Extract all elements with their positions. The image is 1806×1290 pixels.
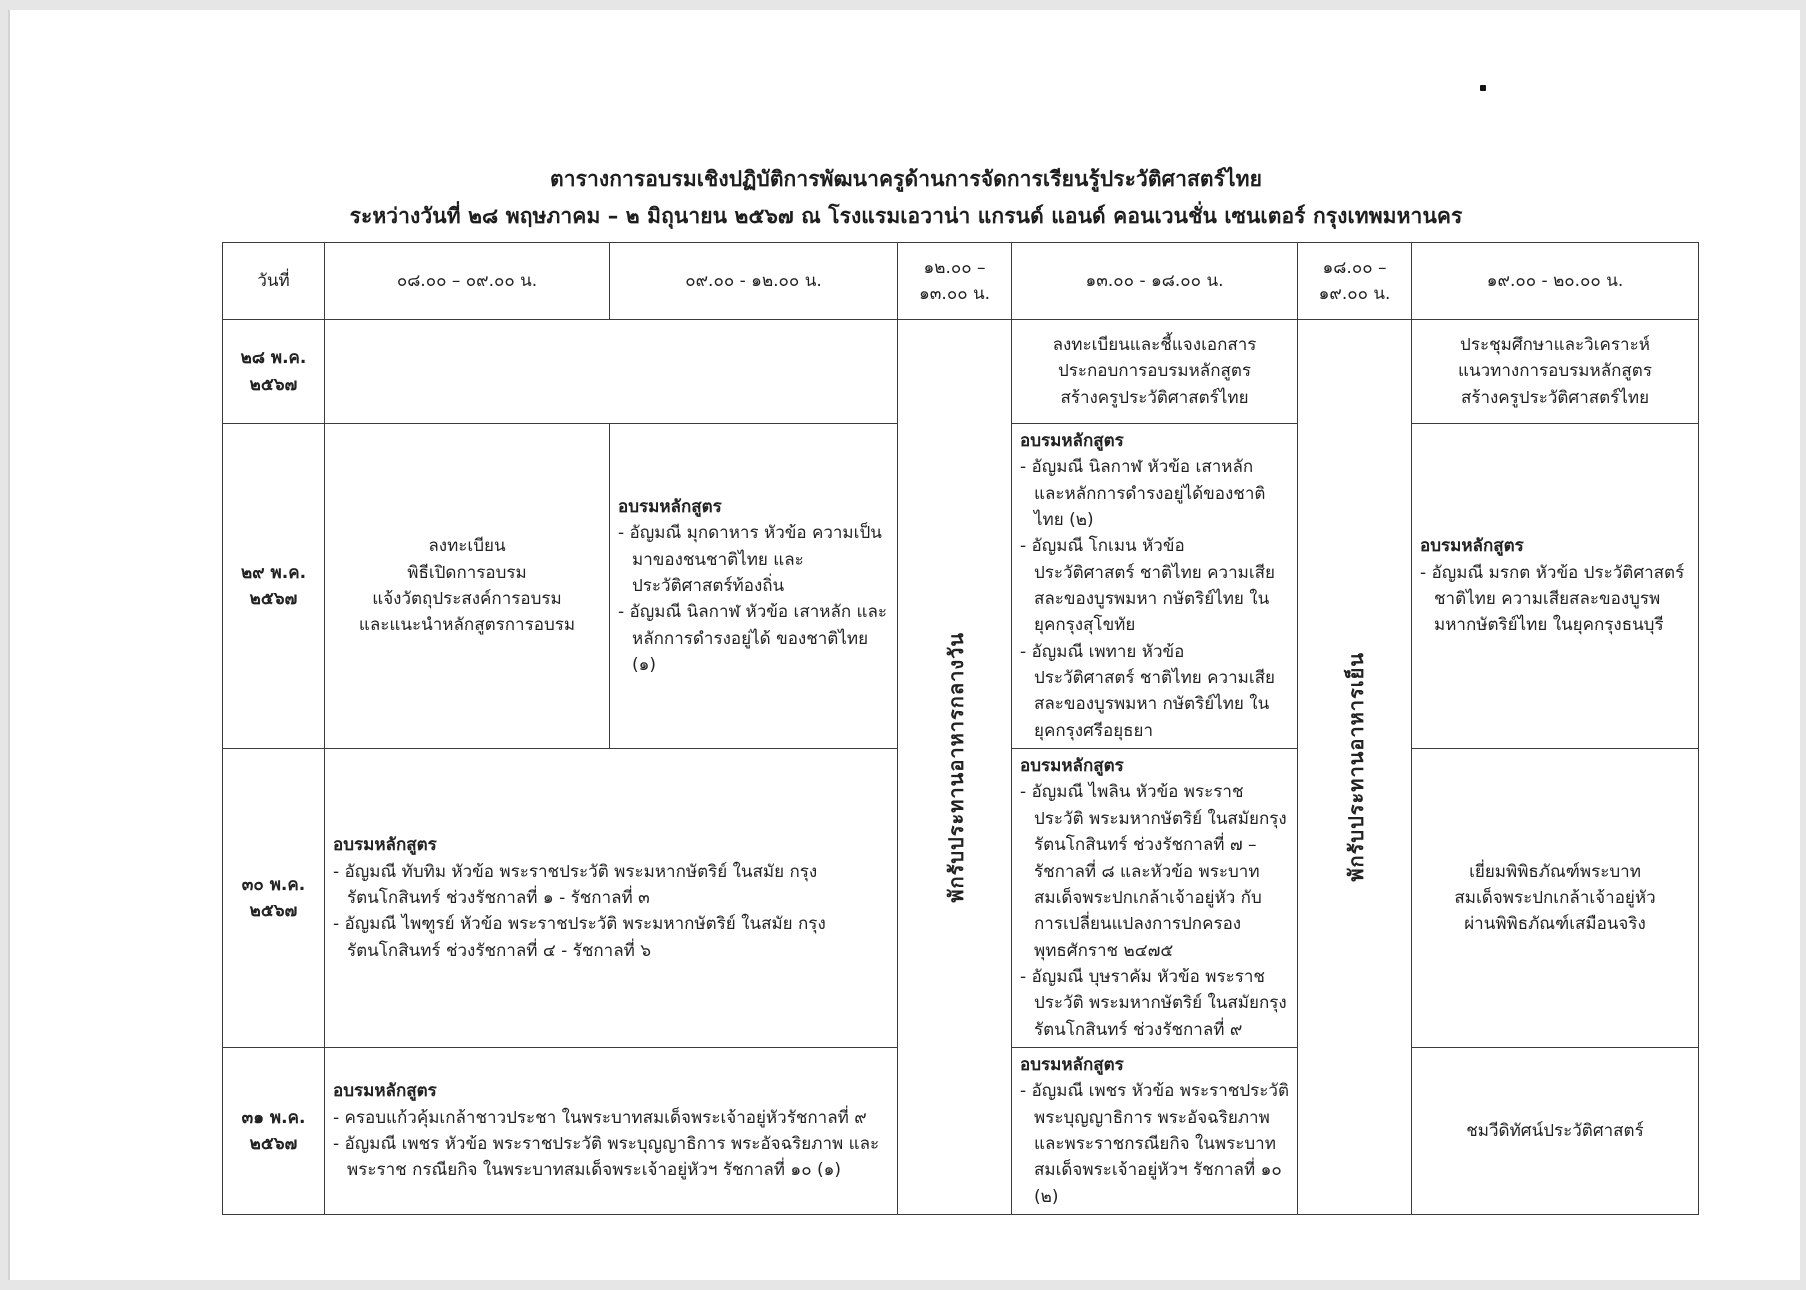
session-heading: อบรมหลักสูตร: [618, 496, 722, 517]
session-item: - อัญมณี มุกดาหาร หัวข้อ ความเป็นมาของชนชาติไทย และประวัติศาสตร์ท้องถิ่น: [618, 523, 882, 596]
morning-0800-cell: ลงทะเบียน พิธีเปิดการอบรม แจ้งวัตถุประสงค์การอบรม และแนะนำหลักสูตรการอบรม: [325, 424, 610, 749]
session-item: - อัญมณี ไพลิน หัวข้อ พระราชประวัติ พระมหากษัตริย์ ในสมัยกรุงรัตนโกสินทร์ ช่วงรัชกาลที่ ๗ – รัชกาลที่ ๘ และหัวข้อ พระบาทสมเด็จพระปกเกล้าเจ้าอยู่หัว กับการเปลี่ยนแปลงการปกครอง พุทธศักราช ๒๔๗๕: [1020, 782, 1287, 961]
date-cell: ๒๘ พ.ค. ๒๕๖๗: [223, 320, 325, 424]
session-heading: อบรมหลักสูตร: [333, 835, 437, 856]
lunch-break-cell: [898, 320, 1012, 1215]
session-item: - อัญมณี นิลกาฬ หัวข้อ เสาหลัก และหลักการดำรงอยู่ได้ ของชาติไทย (๑): [618, 602, 888, 675]
scan-speck: [1480, 85, 1486, 91]
header-row: [223, 243, 1699, 320]
header-slot-0800: ๐๘.๐๐ – ๐๙.๐๐ น.: [325, 243, 610, 320]
afternoon-cell: ลงทะเบียนและชี้แจงเอกสาร ประกอบการอบรมหลักสูตร สร้างครูประวัติศาสตร์ไทย: [1012, 320, 1298, 424]
session-item: - อัญมณี เพชร หัวข้อ พระราชประวัติ พระบุญญาธิการ พระอัจฉริยภาพ และพระราช กรณียกิจ ในพระบาทสมเด็จพระเจ้าอยู่หัวฯ รัชกาลที่ ๑๐ (๑): [333, 1133, 880, 1181]
session-heading: อบรมหลักสูตร: [1420, 536, 1524, 557]
session-item: - อัญมณี ทับทิม หัวข้อ พระราชประวัติ พระมหากษัตริย์ ในสมัย กรุงรัตนโกสินทร์ ช่วงรัชกาลที่ ๑ - รัชกาลที่ ๓: [333, 861, 818, 908]
afternoon-cell: [1012, 749, 1298, 1048]
evening-cell: ชมวีดิทัศน์ประวัติศาสตร์: [1412, 1047, 1699, 1214]
header-slot-1900: ๑๙.๐๐ - ๒๐.๐๐ น.: [1412, 243, 1699, 320]
session-heading: อบรมหลักสูตร: [1020, 1054, 1124, 1075]
session-item: - อัญมณี ไพฑูรย์ หัวข้อ พระราชประวัติ พระมหากษัตริย์ ในสมัย กรุงรัตนโกสินทร์ ช่วงรัชกาลที่ ๔ - รัชกาลที่ ๖: [333, 914, 826, 961]
dinner-break-label: พักรับประทานอาหารเย็น: [1343, 652, 1368, 882]
morning-cell: [325, 749, 898, 1048]
morning-cell: [325, 1047, 898, 1214]
date-cell: ๒๙ พ.ค. ๒๕๖๗: [223, 424, 325, 749]
document-title: ตารางการอบรมเชิงปฏิบัติการพัฒนาครูด้านการจัดการเรียนรู้ประวัติศาสตร์ไทย: [549, 167, 1263, 191]
dinner-break-cell: [1298, 320, 1412, 1215]
session-heading: อบรมหลักสูตร: [1020, 756, 1124, 777]
header-slot-1200: ๑๒.๐๐ – ๑๓.๐๐ น.: [898, 243, 1012, 320]
date-cell: ๓๐ พ.ค. ๒๕๖๗: [223, 749, 325, 1048]
morning-empty-cell: [325, 320, 898, 424]
session-item: - อัญมณี เพทาย หัวข้อ ประวัติศาสตร์ ชาติไทย ความเสียสละของบูรพมหา กษัตริย์ไทย ในยุคกรุงศรีอยุธยา: [1020, 641, 1275, 741]
session-heading: อบรมหลักสูตร: [1020, 431, 1124, 451]
session-item: - อัญมณี นิลกาฬ หัวข้อ เสาหลัก และหลักการดำรงอยู่ได้ของชาติไทย (๒): [1020, 457, 1266, 531]
table-row: [223, 320, 1699, 424]
header-slot-1800: ๑๘.๐๐ – ๑๙.๐๐ น.: [1298, 243, 1412, 320]
document-page: [8, 10, 1800, 1280]
lunch-break-label: พักรับประทานอาหารกลางวัน: [943, 631, 968, 903]
header-date: วันที่: [223, 243, 325, 320]
afternoon-cell: [1012, 424, 1298, 749]
session-item: - ครอบแก้วคุ้มเกล้าชาวประชา ในพระบาทสมเด็จพระเจ้าอยู่หัวรัชกาลที่ ๙: [333, 1107, 867, 1128]
morning-0900-cell: [610, 424, 898, 749]
evening-cell: [1412, 424, 1699, 749]
session-item: - อัญมณี บุษราคัม หัวข้อ พระราชประวัติ พระมหากษัตริย์ ในสมัยกรุงรัตนโกสินทร์ ช่วงรัชกาลที่ ๙: [1020, 966, 1287, 1040]
session-item: - อัญมณี เพชร หัวข้อ พระราชประวัติ พระบุญญาธิการ พระอัจฉริยภาพ และพระราชกรณียกิจ ในพระบาท สมเด็จพระเจ้าอยู่หัวฯ รัชกาลที่ ๑๐ (๒): [1020, 1081, 1290, 1207]
document-subtitle: ระหว่างวันที่ ๒๘ พฤษภาคม – ๒ มิถุนายน ๒๕๖๗ ณ โรงแรมเอวาน่า แกรนด์ แอนด์ คอนเวนชั่น เซนเตอร์ กรุงเทพมหานคร: [349, 204, 1463, 228]
session-heading: อบรมหลักสูตร: [333, 1081, 437, 1102]
schedule-table: [222, 242, 1699, 1215]
header-slot-1300: ๑๓.๐๐ - ๑๘.๐๐ น.: [1012, 243, 1298, 320]
header-slot-0900: ๐๙.๐๐ - ๑๒.๐๐ น.: [610, 243, 898, 320]
session-item: - อัญมณี โกเมน หัวข้อ ประวัติศาสตร์ ชาติไทย ความเสียสละของบูรพมหา กษัตริย์ไทย ในยุคกรุงสุโขทัย: [1020, 536, 1275, 636]
afternoon-cell: [1012, 1047, 1298, 1214]
evening-cell: ประชุมศึกษาและวิเคราะห์ แนวทางการอบรมหลักสูตร สร้างครูประวัติศาสตร์ไทย: [1412, 320, 1699, 424]
session-item: - อัญมณี มรกต หัวข้อ ประวัติศาสตร์ชาติไทย ความเสียสละของบูรพ มหากษัตริย์ไทย ในยุคกรุงธนบุรี: [1420, 562, 1685, 636]
date-cell: ๓๑ พ.ค. ๒๕๖๗: [223, 1047, 325, 1214]
evening-cell: เยี่ยมพิพิธภัณฑ์พระบาท สมเด็จพระปกเกล้าเจ้าอยู่หัว ผ่านพิพิธภัณฑ์เสมือนจริง: [1412, 749, 1699, 1048]
